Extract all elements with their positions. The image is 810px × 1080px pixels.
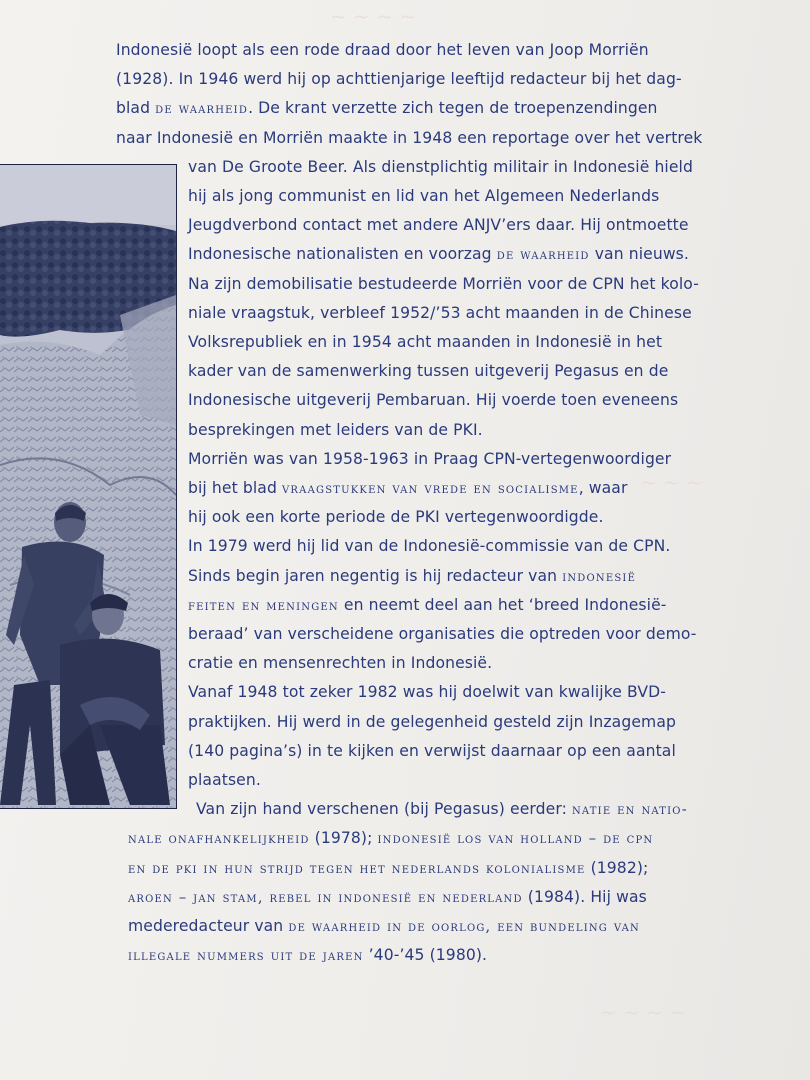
text-run: Indonesië loopt als een rode draad door het leven van Joop Morriën [116,41,649,59]
bleed-through-text: ~ ~ ~ ~ [600,1000,687,1024]
small-caps-title: aroen – jan stam, rebel in indonesië en nederland [128,888,523,906]
small-caps-title: indonesië los van holland – de cpn [377,830,654,848]
text-line [188,390,678,410]
text-line [116,40,649,60]
text-run: In 1979 werd hij lid van de Indonesië-commissie van de CPN. [188,537,671,556]
text-run: hij als jong communist en lid van het Algemeen Nederlands [188,187,660,205]
small-caps-title: de waarheid [496,246,590,264]
text-run: van De Groote Beer. Als dienstplichtig militair in Indonesië hield [188,157,693,176]
text-run: Vanaf 1948 tot zeker 1982 was hij doelwit van kwalijke BVD- [188,683,666,702]
text-line [188,682,666,702]
text-run: plaatsen. [188,771,261,789]
small-caps-title: vraagstukken van vrede en socialisme [282,480,579,497]
small-caps-title: feiten en meningen [188,596,339,614]
text-run: kader van de samenwerking tussen uitgeverij Pegasus en de [188,362,669,381]
text-line [188,244,689,265]
bleed-through-text: ~ ~ ~ ~ [330,4,417,28]
small-caps-title: de waarheid [155,100,249,118]
text-line [188,507,604,527]
text-line [128,887,647,908]
text-run: (140 pagina’s) in te kijken en verwijst daarnaar op een aantal [188,741,676,760]
text-line [188,770,261,790]
text-line [188,478,627,499]
text-run: besprekingen met leiders van de PKI. [188,420,483,439]
text-run: praktijken. Hij werd in de gelegenheid gesteld zijn Inzagemap [188,712,676,731]
text-line [128,828,653,849]
text-run: Indonesische uitgeverij Pembaruan. Hij voerde toen eveneens [188,391,679,410]
text-line [188,215,689,235]
text-line [116,98,658,119]
text-run: , waar [578,479,628,497]
bleed-through-text: ~ ~ ~ [640,470,703,494]
text-run: hij ook een korte periode de PKI vertegenwoordigde. [188,508,604,527]
small-caps-title: indonesië [562,567,637,585]
text-run: niale vraagstuk, verbleef 1952/’53 acht maanden in de Chinese [188,303,692,322]
text-line [188,653,492,673]
text-line [188,332,662,352]
text-line [188,303,692,323]
text-run: mederedacteur van [128,917,289,935]
text-line [116,128,702,148]
text-run: bij het blad [188,479,283,497]
text-run: Indonesische nationalisten en voorzag [188,245,497,264]
small-caps-title: illegale nummers uit de jaren [128,947,364,965]
text-line [188,274,699,294]
text-run: cratie en mensenrechten in Indonesië. [188,654,493,673]
text-line [188,157,693,177]
text-line [188,624,697,644]
text-run: (1984). Hij was [522,887,647,906]
text-line [188,420,483,440]
text-run: (1982); [585,858,649,877]
text-line [188,566,636,587]
text-line [188,361,668,381]
text-line [188,449,671,469]
text-line [188,741,676,761]
text-run: Jeugdverbond contact met andere ANJV’ers daar. Hij ontmoette [188,216,689,235]
small-caps-title: nale onafhankelijkheid [128,830,310,848]
text-line [196,799,688,820]
text-line [188,186,659,206]
text-run: (1928). In 1946 werd hij op achttienjarige leeftijd redacteur bij het dag- [116,70,682,89]
small-caps-title: natie en natio- [571,801,688,819]
text-run: (1978); [309,829,378,848]
text-run: beraad’ van verscheidene organisaties die optreden voor demo- [188,625,697,643]
text-run: ’40-’45 (1980). [363,946,488,965]
small-caps-title: en de pki in hun strijd tegen het nederlands kolonialisme [128,859,586,877]
text-run: Morriën was van 1958-1963 in Praag CPN-vertegenwoordiger [188,449,672,468]
text-line [188,595,667,616]
text-run: . De krant verzette zich tegen de troepenzendingen [248,99,658,118]
text-line [188,536,670,556]
text-run: blad [116,99,156,118]
text-line [128,916,640,937]
text-run: van nieuws. [589,245,689,264]
text-run: Volksrepubliek en in 1954 acht maanden in Indonesië in het [188,333,663,351]
photo-image [0,165,176,808]
text-run: en neemt deel aan het ‘breed Indonesië- [338,595,667,614]
text-run: Van zijn hand verschenen (bij Pegasus) eerder: [196,800,572,819]
text-line [116,69,682,89]
text-line [128,945,487,966]
text-run: Sinds begin jaren negentig is hij redacteur van [188,566,563,585]
text-line [188,712,676,732]
text-run: naar Indonesië en Morriën maakte in 1948 een reportage over het vertrek [116,128,703,147]
soldiers-photo [0,164,177,809]
text-line [128,858,648,879]
text-run: Na zijn demobilisatie bestudeerde Morriën voor de CPN het kolo- [188,274,699,293]
small-caps-title: de waarheid in de oorlog, een bundeling van [288,918,640,935]
